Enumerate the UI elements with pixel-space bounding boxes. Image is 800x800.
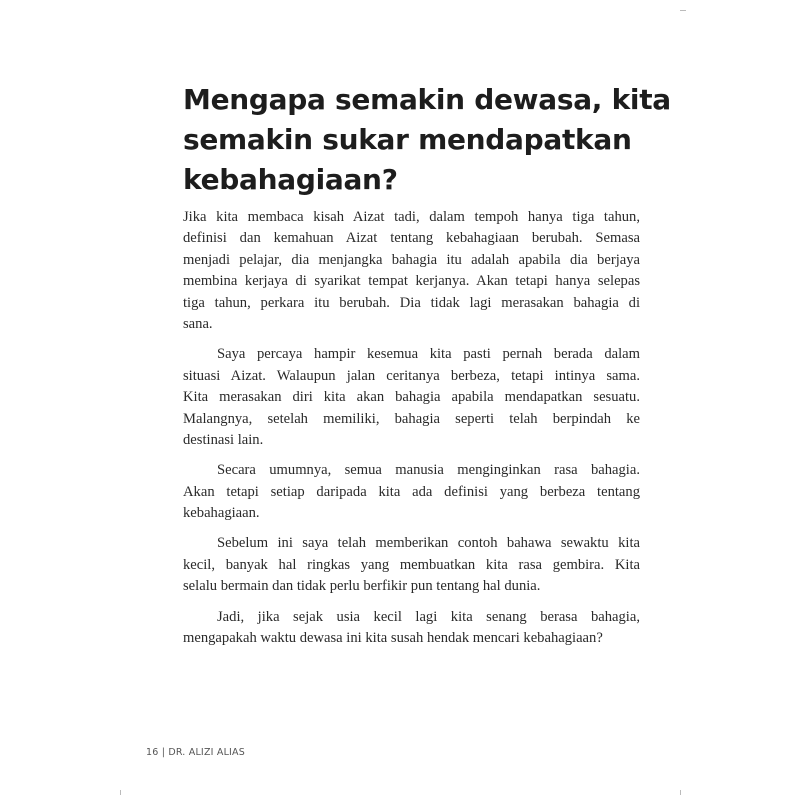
chapter-heading — [183, 80, 671, 200]
text-line: Kita merasakan diri kita akan bahagia apabila mendapatkan sesuatu. — [183, 389, 640, 406]
text-line: definisi dan kemahuan Aizat tentang kebahagiaan berubah. Semasa — [183, 230, 640, 247]
crop-mark — [120, 790, 121, 795]
paragraph — [183, 607, 640, 650]
heading-line: semakin sukar mendapatkan — [183, 123, 632, 156]
text-line: tiga tahun, perkara itu berubah. Dia tidak lagi merasakan bahagia di — [183, 294, 640, 311]
text-line: mengapakah waktu dewasa ini kita susah hendak mencari kebahagiaan? — [183, 630, 603, 647]
text-line: membina kerjaya di syarikat tempat kerjanya. Akan tetapi hanya selepas — [183, 273, 640, 290]
text-line: Akan tetapi setiap daripada kita ada definisi yang berbeza tentang — [183, 483, 640, 500]
paragraph — [183, 460, 640, 524]
paragraph — [183, 344, 640, 451]
text-line: Secara umumnya, semua manusia menginginkan rasa bahagia. — [217, 462, 640, 479]
text-line: sana. — [183, 315, 213, 332]
text-line: Jadi, jika sejak usia kecil lagi kita senang berasa bahagia, — [217, 608, 640, 625]
paragraph — [183, 207, 640, 335]
text-line: Sebelum ini saya telah memberikan contoh bahawa sewaktu kita — [217, 535, 640, 552]
text-line: kecil, banyak hal ringkas yang membuatkan kita rasa gembira. Kita — [183, 556, 640, 573]
text-line: Saya percaya hampir kesemua kita pasti pernah berada dalam — [217, 346, 640, 363]
heading-line: Mengapa semakin dewasa, kita — [183, 83, 671, 116]
text-line: situasi Aizat. Walaupun jalan ceritanya berbeza, tetapi intinya sama. — [183, 367, 640, 384]
text-line: selalu bermain dan tidak perlu berfikir pun tentang hal dunia. — [183, 578, 541, 595]
text-line: kebahagiaan. — [183, 505, 260, 522]
crop-mark — [680, 10, 686, 11]
text-line: Jika kita membaca kisah Aizat tadi, dalam tempoh hanya tiga tahun, — [183, 209, 640, 225]
body-text — [183, 207, 640, 658]
text-line: menjadi pelajar, dia menjangka bahagia itu adalah apabila dia berjaya — [183, 251, 640, 268]
text-line: Malangnya, setelah memiliki, bahagia seperti telah berpindah ke — [183, 410, 640, 427]
paragraph — [183, 533, 640, 597]
heading-line: kebahagiaan? — [183, 163, 398, 196]
text-line: destinasi lain. — [183, 431, 264, 448]
page-footer: 16 | DR. ALIZI ALIAS — [146, 747, 245, 758]
crop-mark — [680, 790, 681, 795]
